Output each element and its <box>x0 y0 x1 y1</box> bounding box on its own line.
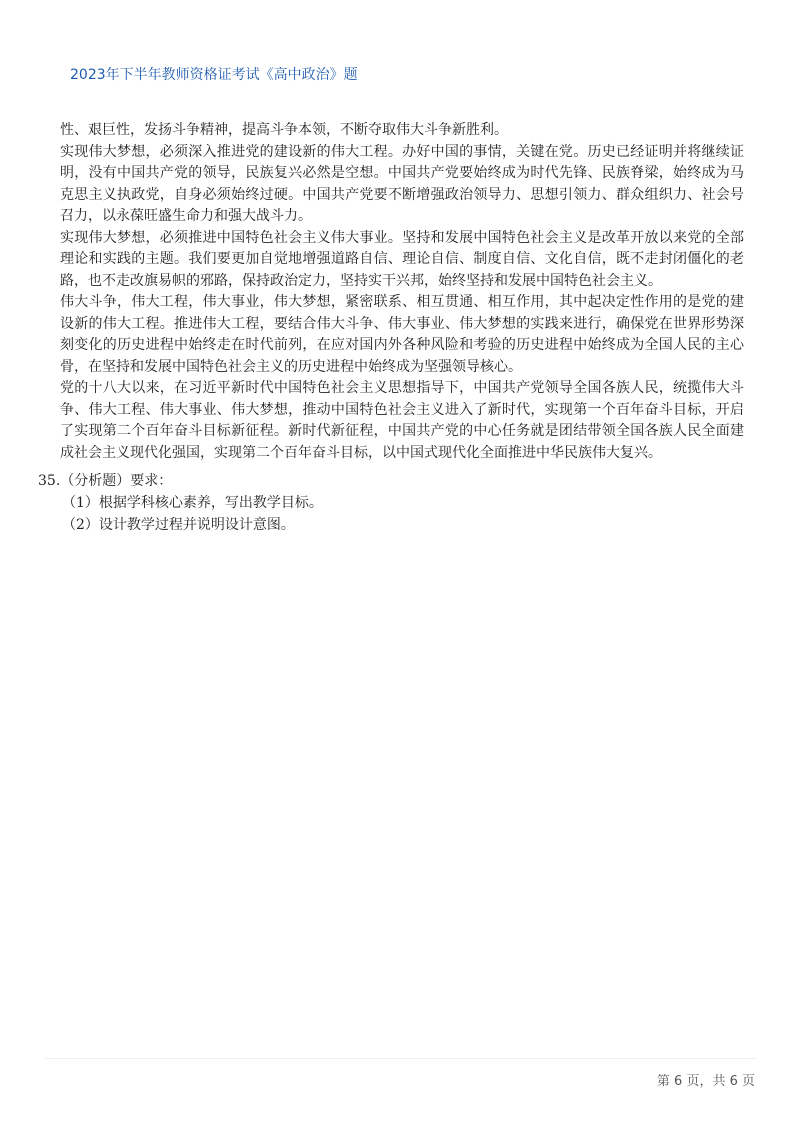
passage-paragraph: 党的十八大以来，在习近平新时代中国特色社会主义思想指导下，中国共产党领导全国各族人民，统揽伟大斗争、伟大工程、伟大事业、伟大梦想，推动中国特色社会主义进入了新时代，实现第一个百年奋斗目标，开启了实现第二个百年奋斗目标新征程。新时代新征程，中国共产党的中心任务就是团结带领全国各族人民全面建成社会主义现代化强国，实现第二个百年奋斗目标，以中国式现代化全面推进中华民族伟大复兴。 <box>60 380 744 461</box>
question-requirement: （2）设计教学过程并说明设计意图。 <box>62 517 295 533</box>
passage-paragraph: 性、艰巨性，发扬斗争精神，提高斗争本领，不断夺取伟大斗争新胜利。 <box>60 122 508 138</box>
passage-paragraph: 实现伟大梦想，必须深入推进党的建设新的伟大工程。办好中国的事情，关键在党。历史已经证明并将继续证明，没有中国共产党的领导，民族复兴必然是空想。中国共产党要始终成为时代先锋、民族脊梁，始终成为马克思主义执政党，自身必须始终过硬。中国共产党要不断增强政治领导力、思想引领力、群众组织力、社会号召力，以永葆旺盛生命力和强大战斗力。 <box>60 143 744 224</box>
page-number: 第 6 页，共 6 页 <box>656 1074 755 1089</box>
question-block <box>38 470 738 536</box>
question-requirement: （1）根据学科核心素养，写出教学目标。 <box>62 495 323 511</box>
passage-paragraph: 实现伟大梦想，必须推进中国特色社会主义伟大事业。坚持和发展中国特色社会主义是改革开放以来党的全部理论和实践的主题。我们要更加自觉地增强道路自信、理论自信、制度自信、文化自信，既不走封闭僵化的老路，也不走改旗易帜的邪路，保持政治定力，坚持实干兴邦，始终坚持和发展中国特色社会主义。 <box>60 229 744 289</box>
question-title: 35.（分析题）要求： <box>38 473 173 489</box>
passage-body <box>60 120 744 464</box>
passage-paragraph: 伟大斗争，伟大工程，伟大事业，伟大梦想，紧密联系、相互贯通、相互作用，其中起决定性作用的是党的建设新的伟大工程。推进伟大工程，要结合伟大斗争、伟大事业、伟大梦想的实践来进行，确保党在世界形势深刻变化的历史进程中始终走在时代前列，在应对国内外各种风险和考验的历史进程中始终成为全国人民的主心骨，在坚持和发展中国特色社会主义的历史进程中始终成为坚强领导核心。 <box>60 294 744 375</box>
footer-divider <box>45 1058 757 1059</box>
document-header-title: 2023年下半年教师资格证考试《高中政治》题 <box>70 67 358 83</box>
